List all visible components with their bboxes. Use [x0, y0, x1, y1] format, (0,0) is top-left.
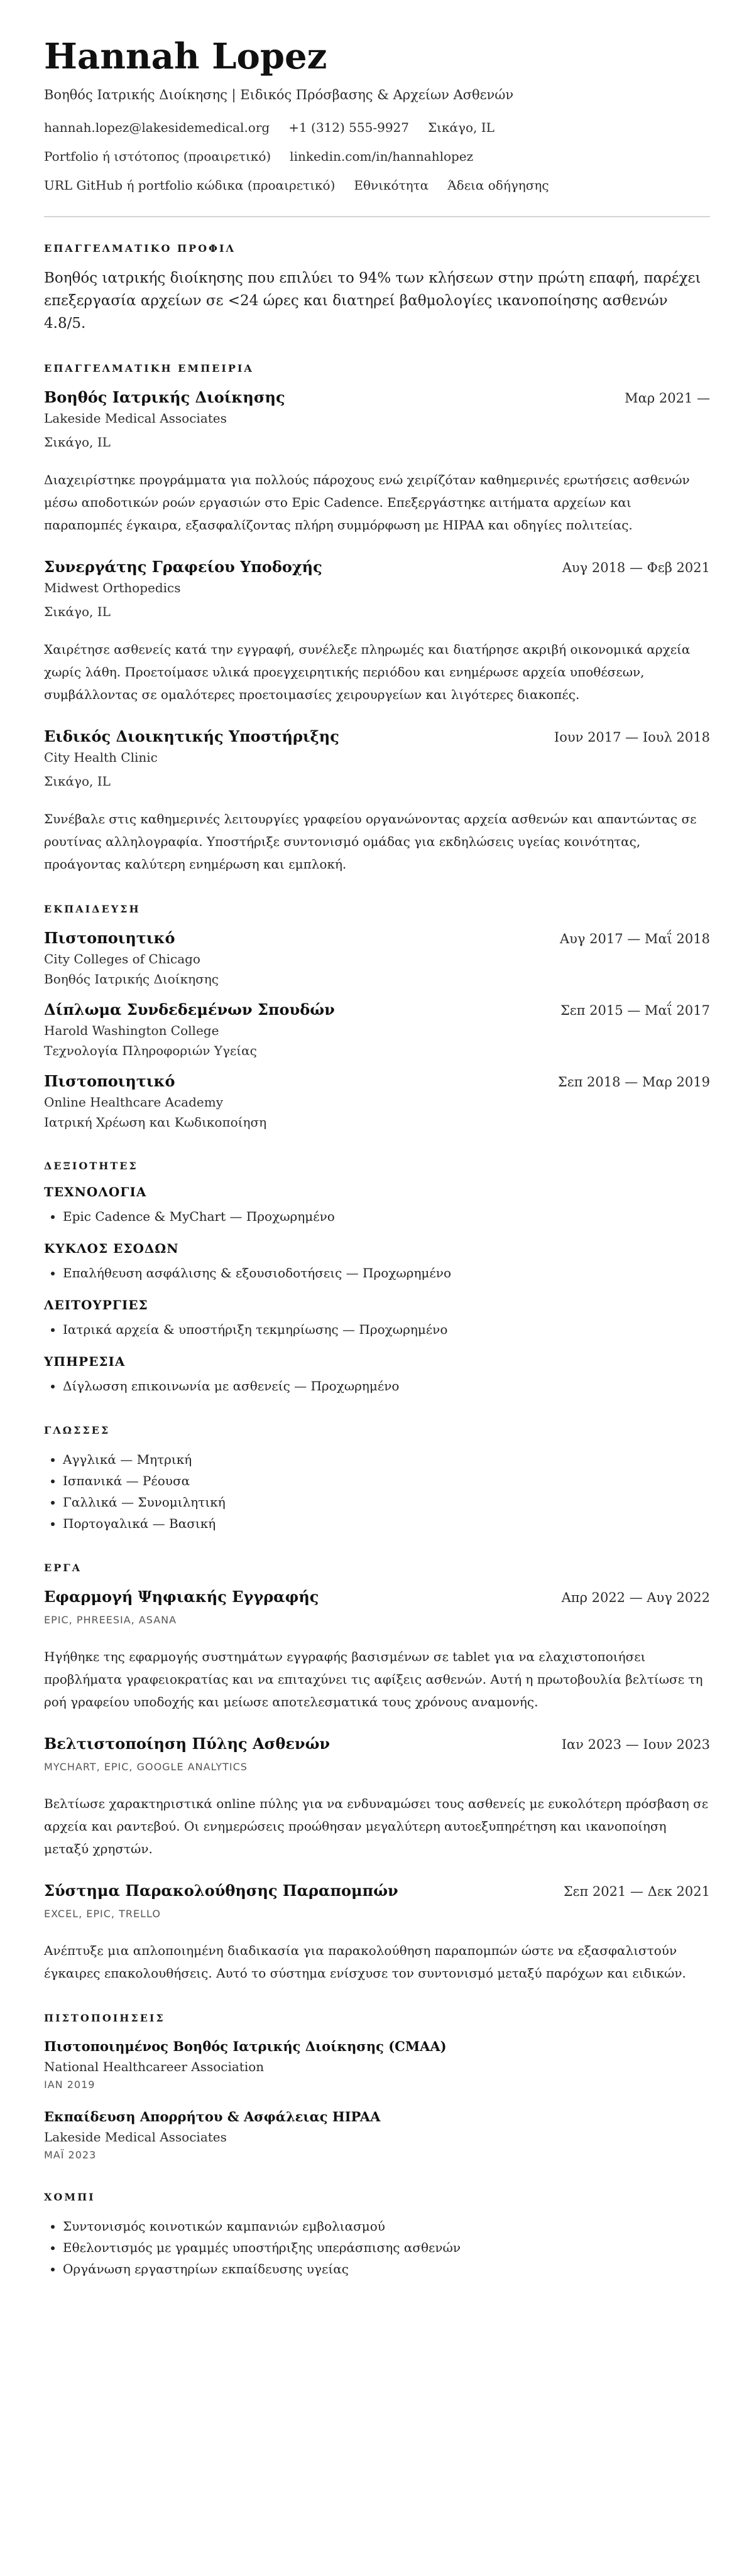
section-title: ΠΙΣΤΟΠΟΙΗΣΕΙΣ: [44, 2012, 165, 2024]
education-entry: [44, 999, 710, 1061]
certification-org: National Healthcareer Association: [44, 2059, 265, 2074]
linkedin-link[interactable]: linkedin.com/in/hannahlopez: [290, 149, 474, 164]
section-title: ΕΡΓΑ: [44, 1562, 82, 1574]
job-title: Συνεργάτης Γραφείου Υποδοχής: [44, 558, 322, 576]
education-entry: [44, 928, 710, 989]
email[interactable]: hannah.lopez@lakesidemedical.org: [44, 120, 270, 135]
field-of-study: Βοηθός Ιατρικής Διοίκησης: [44, 971, 219, 987]
contact-row-3: [44, 176, 710, 195]
skill-category: ΛΕΙΤΟΥΡΓΙΕΣ: [44, 1297, 148, 1312]
certification-date: ΙΑΝ 2019: [44, 2079, 96, 2091]
degree: Δίπλωμα Συνδεδεμένων Σπουδών: [44, 1000, 335, 1019]
section-title: ΕΠΑΓΓΕΛΜΑΤΙΚΗ ΕΜΠΕΙΡΙΑ: [44, 362, 254, 374]
hobby-item: • Συντονισμός κοινοτικών καμπανιών εμβολιασμού: [63, 2216, 710, 2237]
section-title: ΧΟΜΠΙ: [44, 2191, 96, 2203]
degree: Πιστοποιητικό: [44, 929, 175, 947]
company: Lakeside Medical Associates: [44, 411, 227, 426]
project-name: Βελτιστοποίηση Πύλης Ασθενών: [44, 1734, 331, 1753]
experience-entry: [44, 556, 710, 706]
skill-category: ΤΕΧΝΟΛΟΓΙΑ: [44, 1184, 147, 1199]
candidate-name: Hannah Lopez: [44, 36, 327, 77]
job-description: Διαχειρίστηκε προγράμματα για πολλούς πάροχους ενώ χειρίζόταν καθημερινές ερωτήσεις ασθενών μέσω αποδοτικών ροών εργασιών στο Epic Cadence. Επεξεργάστηκε αιτήματα αρχείων και παραπομπές έγκαιρα, εξασφαλίζοντας πλήρη συμμόρφωση με HIPAA και οδηγίες πολιτείας.: [44, 472, 690, 533]
school: Harold Washington College: [44, 1023, 219, 1038]
job-description: Χαιρέτησε ασθενείς κατά την εγγραφή, συνέλεξε πληρωμές και διατήρησε ακριβή οικονομικά αρχεία χωρίς λάθη. Προετοίμασε υλικά προεγχειρητικής περιόδου και ενημέρωσε αρχεία υποθέσεων, συμβάλλοντας σε ομαλότερες προετοιμασίες χειρουργείων και λιγότερες διακοπές.: [44, 642, 691, 702]
field-of-study: Τεχνολογία Πληροφοριών Υγείας: [44, 1043, 257, 1058]
job-title: Ειδικός Διοικητικής Υποστήριξης: [44, 727, 339, 745]
contact-row-1: [44, 118, 710, 137]
driving-license: Άδεια οδήγησης: [447, 178, 549, 193]
job-description: Συνέβαλε στις καθημερινές λειτουργίες γραφείου οργανώνοντας αρχεία ασθενών και απαντώντας σε ρουτίνας αλληλογραφία. Υποστήριξε συντονισμό ομάδας για εκδηλώσεις υγείας κοινότητας, προάγοντας καλύτερη ενημέρωση και εμπλοκή.: [44, 811, 697, 872]
skill-item: • Επαλήθευση ασφάλισης & εξουσιοδοτήσεις — Προχωρημένο: [63, 1262, 710, 1284]
education-entry: [44, 1071, 710, 1132]
project-description: Ηγήθηκε της εφαρμογής συστημάτων εγγραφής βασισμένων σε tablet για να ελαχιστοποιήσει προβλήματα γραφειοκρατίας και να επιταχύνει τις αφίξεις ασθενών. Αυτή η πρωτοβουλία βελτίωσε τη ροή γραφείου υποδοχής και μείωσε αποτελεσματικά τους χρόνους αναμονής.: [44, 1649, 703, 1709]
project-description: Ανέπτυξε μια απλοποιημένη διαδικασία για παρακολούθηση παραπομπών ώστε να εξασφαλιστούν έγκαιρες επακολουθήσεις. Αυτό το σύστημα ενίσχυσε τον συντονισμό μεταξύ παρόχων και ειδικών.: [44, 1943, 686, 1981]
language-item: • Γαλλικά — Συνομιλητική: [63, 1491, 710, 1513]
experience-entry: [44, 387, 710, 536]
company: City Health Clinic: [44, 750, 158, 765]
certification-name: Εκπαίδευση Απορρήτου & Ασφάλειας HIPAA: [44, 2109, 381, 2124]
job-location: Σικάγο, IL: [44, 604, 111, 619]
education-date: Σεπ 2018 — Μαρ 2019: [557, 1074, 710, 1090]
project-description: Βελτίωσε χαρακτηριστικά online πύλης για να ενδυναμώσει τους ασθενείς με ευκολότερη πρόσβαση σε αρχεία και ραντεβού. Οι ενημερώσεις προώθησαν μεγαλύτερη αυτοεξυπηρέτηση και ικανοποίηση μεταξύ χρηστών.: [44, 1796, 709, 1856]
education-date: Αυγ 2017 — Μαΐ 2018: [560, 931, 710, 946]
certification-org: Lakeside Medical Associates: [44, 2130, 227, 2145]
skill-item: • Δίγλωσση επικοινωνία με ασθενείς — Προχωρημένο: [63, 1375, 710, 1397]
skill-item: • Epic Cadence & MyChart — Προχωρημένο: [63, 1206, 710, 1227]
project-date: Απρ 2022 — Αυγ 2022: [561, 1590, 710, 1605]
section-title: ΔΕΞΙΟΤΗΤΕΣ: [44, 1160, 138, 1172]
location: Σικάγο, IL: [428, 120, 494, 135]
certification-date: ΜΑΪ 2023: [44, 2149, 97, 2161]
hobby-list: [44, 2216, 710, 2280]
language-item: • Πορτογαλικά — Βασική: [63, 1513, 710, 1534]
headline: Βοηθός Ιατρικής Διοίκησης | Ειδικός Πρόσβασης & Αρχείων Ασθενών: [44, 87, 514, 102]
school: Online Healthcare Academy: [44, 1095, 224, 1110]
project-name: Εφαρμογή Ψηφιακής Εγγραφής: [44, 1588, 319, 1606]
job-date: Ιουν 2017 — Ιουλ 2018: [554, 730, 710, 745]
job-date: Μαρ 2021 —: [625, 391, 710, 406]
certification-entry: [44, 2037, 710, 2093]
skill-list: [44, 1319, 710, 1340]
skill-list: [44, 1375, 710, 1397]
hobby-item: • Εθελοντισμός με γραμμές υποστήριξης υπεράσπισης ασθενών: [63, 2237, 710, 2258]
project-date: Ιαν 2023 — Ιουν 2023: [561, 1737, 710, 1752]
skill-list: [44, 1206, 710, 1227]
certifications-section: [44, 2012, 710, 2163]
phone[interactable]: +1 (312) 555-9927: [288, 120, 410, 135]
contact-row-2: [44, 147, 710, 166]
profile-summary: Βοηθός ιατρικής διοίκησης που επιλύει το 94% των κλήσεων στην πρώτη επαφή, παρέχει επεξεργασία αρχείων σε <24 ώρες και διατηρεί βαθμολογίες ικανοποίησης ασθενών 4.8/5.: [44, 270, 701, 332]
section-title: ΕΠΑΓΓΕΛΜΑΤΙΚΟ ΠΡΟΦΙΛ: [44, 242, 236, 254]
language-item: • Ισπανικά — Ρέουσα: [63, 1470, 710, 1491]
project-entry: [44, 1586, 710, 1713]
project-entry: [44, 1880, 710, 1984]
skill-item: • Ιατρικά αρχεία & υποστήριξη τεκμηρίωσης — Προχωρημένο: [63, 1319, 710, 1340]
field-of-study: Ιατρική Χρέωση και Κωδικοποίηση: [44, 1115, 267, 1130]
education-date: Σεπ 2015 — Μαΐ 2017: [560, 1003, 710, 1018]
experience-section: [44, 362, 710, 875]
profile-section: [44, 242, 710, 335]
section-title: ΓΛΩΣΣΕΣ: [44, 1424, 111, 1436]
language-item: • Αγγλικά — Μητρική: [63, 1449, 710, 1470]
job-location: Σικάγο, IL: [44, 435, 111, 450]
project-tech: MYCHART, EPIC, GOOGLE ANALYTICS: [44, 1761, 248, 1773]
school: City Colleges of Chicago: [44, 951, 200, 966]
github-link[interactable]: URL GitHub ή portfolio κώδικα (προαιρετικό): [44, 178, 336, 193]
certification-name: Πιστοποιημένος Βοηθός Ιατρικής Διοίκησης (CMAA): [44, 2038, 447, 2054]
language-list: [44, 1449, 710, 1534]
skill-list: [44, 1262, 710, 1284]
project-date: Σεπ 2021 — Δεκ 2021: [563, 1884, 710, 1899]
header-divider: [44, 216, 710, 217]
project-tech: EXCEL, EPIC, TRELLO: [44, 1908, 161, 1920]
company: Midwest Orthopedics: [44, 580, 181, 595]
projects-section: [44, 1562, 710, 1984]
education-section: [44, 903, 710, 1132]
skill-category: ΥΠΗΡΕΣΙΑ: [44, 1354, 126, 1369]
project-entry: [44, 1733, 710, 1860]
hobby-item: • Οργάνωση εργαστηρίων εκπαίδευσης υγείας: [63, 2258, 710, 2280]
certification-entry: [44, 2107, 710, 2163]
job-location: Σικάγο, IL: [44, 774, 111, 789]
languages-section: [44, 1424, 710, 1534]
job-title: Βοηθός Ιατρικής Διοίκησης: [44, 388, 285, 406]
skill-category: ΚΥΚΛΟΣ ΕΣΟΔΩΝ: [44, 1241, 179, 1256]
hobbies-section: [44, 2191, 710, 2280]
portfolio-link[interactable]: Portfolio ή ιστότοπος (προαιρετικό): [44, 149, 271, 164]
project-tech: EPIC, PHREESIA, ASANA: [44, 1614, 177, 1626]
degree: Πιστοποιητικό: [44, 1072, 175, 1090]
project-name: Σύστημα Παρακολούθησης Παραπομπών: [44, 1881, 398, 1900]
experience-entry: [44, 726, 710, 875]
section-title: ΕΚΠΑΙΔΕΥΣΗ: [44, 903, 141, 915]
skills-section: [44, 1160, 710, 1397]
job-date: Αυγ 2018 — Φεβ 2021: [562, 560, 710, 575]
nationality: Εθνικότητα: [354, 178, 429, 193]
